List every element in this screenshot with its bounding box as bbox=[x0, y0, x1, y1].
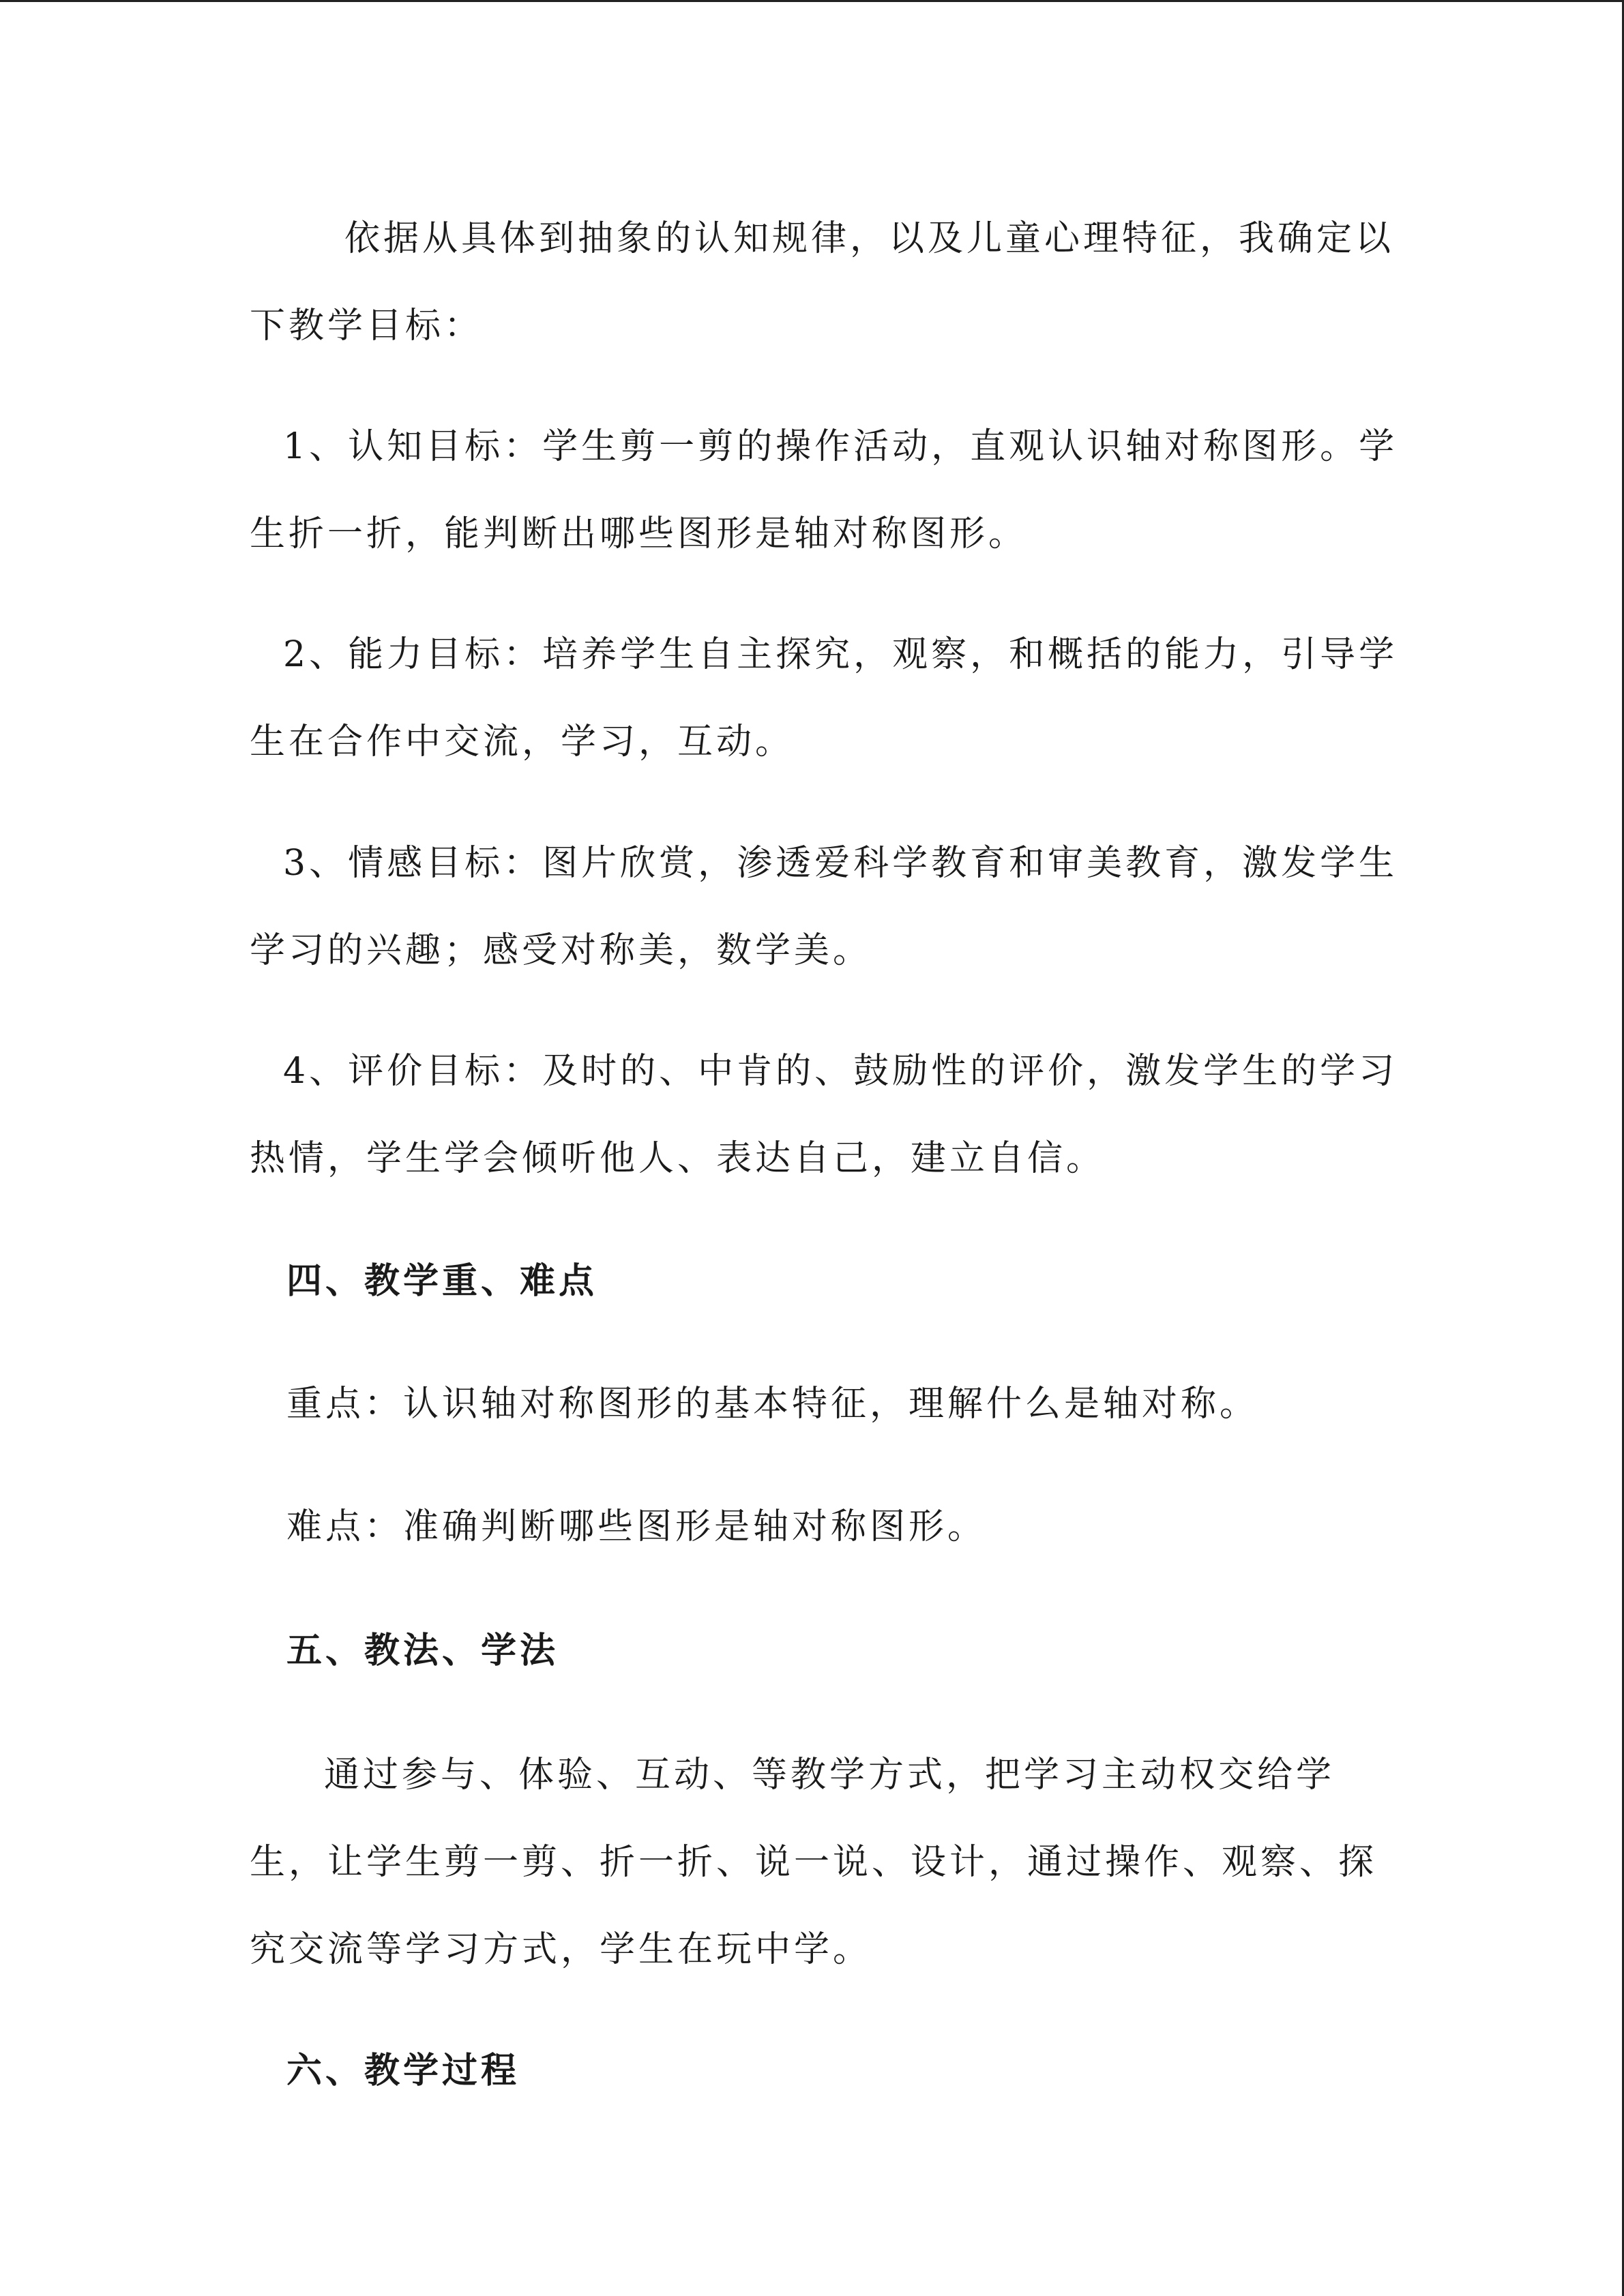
goal-ability-line-1: 2、能力目标：培养学生自主探究，观察，和概括的能力，引导学 bbox=[283, 634, 1398, 675]
goal-emotion-line-2: 学习的兴趣；感受对称美，数学美。 bbox=[250, 930, 872, 971]
method-line-1: 通过参与、体验、互动、等教学方式，把学习主动权交给学 bbox=[324, 1755, 1335, 1795]
goal-cognitive-line-2: 生折一折，能判断出哪些图形是轴对称图形。 bbox=[250, 513, 1028, 554]
section-heading-6: 六、教学过程 bbox=[286, 2050, 520, 2091]
method-line-2: 生，让学生剪一剪、折一折、说一说、设计，通过操作、观察、探 bbox=[250, 1842, 1378, 1883]
section-heading-4: 四、教学重、难点 bbox=[286, 1260, 598, 1302]
method-line-3: 究交流等学习方式，学生在玩中学。 bbox=[250, 1929, 872, 1970]
intro-line-2: 下教学目标： bbox=[250, 305, 484, 346]
difficult-point: 难点：准确判断哪些图形是轴对称图形。 bbox=[286, 1506, 987, 1547]
goal-emotion-line-1: 3、情感目标：图片欣赏，渗透爱科学教育和审美教育，激发学生 bbox=[283, 843, 1398, 884]
key-point: 重点：认识轴对称图形的基本特征，理解什么是轴对称。 bbox=[286, 1384, 1259, 1425]
intro-line-1: 依据从具体到抽象的认知规律，以及儿童心理特征，我确定以 bbox=[344, 218, 1395, 259]
goal-evaluation-line-2: 热情，学生学会倾听他人、表达自己，建立自信。 bbox=[250, 1138, 1106, 1179]
section-heading-5: 五、教法、学法 bbox=[286, 1630, 559, 1671]
goal-evaluation-line-1: 4、评价目标：及时的、中肯的、鼓励性的评价，激发学生的学习 bbox=[283, 1051, 1398, 1092]
goal-ability-line-2: 生在合作中交流，学习，互动。 bbox=[250, 721, 795, 762]
goal-cognitive-line-1: 1、认知目标：学生剪一剪的操作活动，直观认识轴对称图形。学 bbox=[283, 426, 1398, 467]
